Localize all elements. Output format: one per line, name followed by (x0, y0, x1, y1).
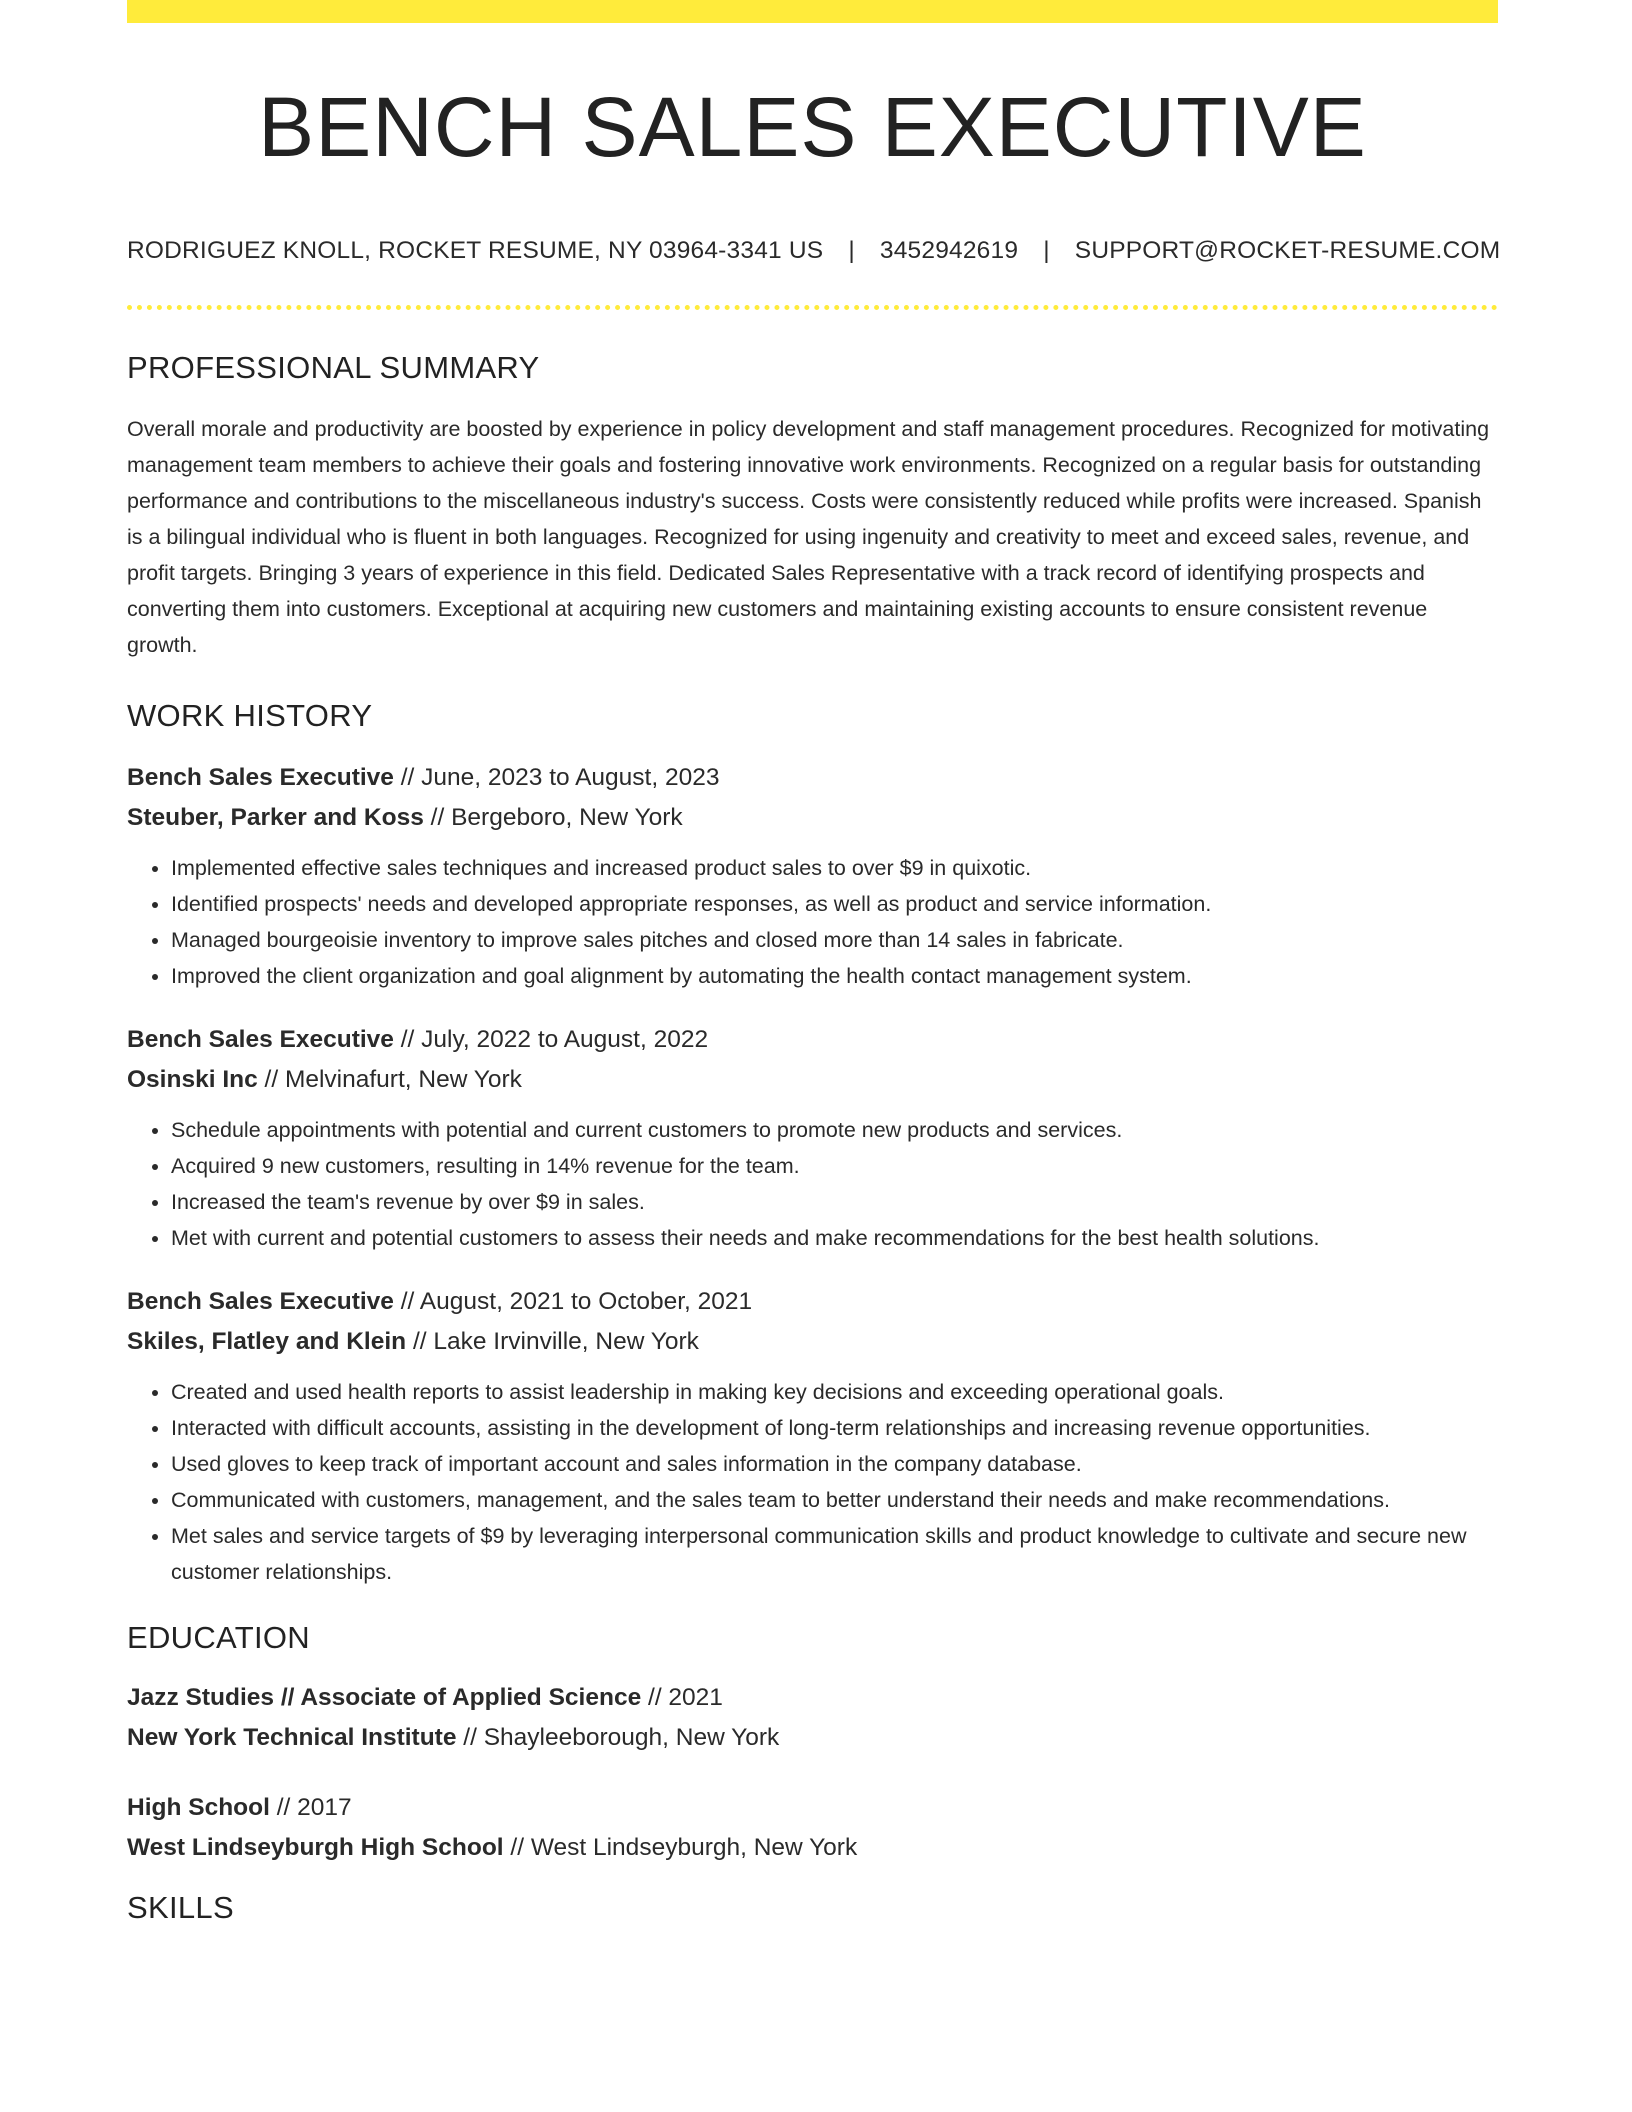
education-school: New York Technical Institute (127, 1724, 457, 1751)
education-degree-line (127, 1788, 1498, 1828)
job-dates: // July, 2022 to August, 2022 (393, 1026, 709, 1053)
education-entry (127, 1788, 1498, 1868)
skills-section (127, 1890, 1498, 1926)
job-location: // Bergeboro, New York (423, 804, 683, 831)
education-degree-line (127, 1678, 1498, 1718)
job-bullets (127, 1112, 1498, 1256)
education-heading: EDUCATION (127, 1620, 310, 1655)
job-company: Steuber, Parker and Koss (127, 804, 424, 831)
job-dates: // August, 2021 to October, 2021 (393, 1288, 753, 1315)
job-entry (127, 1282, 1498, 1590)
skills-heading: SKILLS (127, 1890, 234, 1925)
contact-separator: | (1043, 237, 1050, 264)
job-bullets (127, 850, 1498, 994)
education-degree: Jazz Studies // Associate of Applied Science (127, 1684, 642, 1711)
page-title: BENCH SALES EXECUTIVE (258, 80, 1367, 174)
list-item: • Identified prospects' needs and developed appropriate responses, as well as product and service information. (171, 886, 1498, 922)
education-entry (127, 1678, 1498, 1758)
list-item: • Communicated with customers, management, and the sales team to better understand their needs and make recommendations. (171, 1482, 1498, 1518)
summary-section (127, 350, 1498, 663)
summary-text: Overall morale and productivity are boosted by experience in policy development and staff management procedures. Recognized for motivating management team members to achieve their goals and fostering innovative work environments. Recognized on a regular basis for outstanding performance and contributions to the miscellaneous industry's success. Costs were consistently reduced while profits were increased. Spanish is a bilingual individual who is fluent in both languages. Recognized for using ingenuity and creativity to meet and exceed sales, revenue, and profit targets. Bringing 3 years of experience in this field. Dedicated Sales Representative with a track record of identifying prospects and converting them into customers. Exceptional at acquiring new customers and maintaining existing accounts to ensure consistent revenue growth. (127, 417, 1490, 657)
accent-top-bar (127, 0, 1498, 23)
job-dates: // June, 2023 to August, 2023 (393, 764, 720, 791)
job-location: // Lake Irvinville, New York (406, 1328, 699, 1355)
job-company-line (127, 1060, 1498, 1100)
list-item: • Met sales and service targets of $9 by leveraging interpersonal communication skills and product knowledge to cultivate and secure new customer relationships. (171, 1518, 1498, 1590)
list-item: • Implemented effective sales techniques and increased product sales to over $9 in quixotic. (171, 850, 1498, 886)
job-title-line (127, 1282, 1498, 1322)
job-title: Bench Sales Executive (127, 1288, 394, 1315)
education-section (127, 1620, 1498, 1868)
education-school-line (127, 1828, 1498, 1868)
list-item: • Met with current and potential customers to assess their needs and make recommendations for the best health solutions. (171, 1220, 1498, 1256)
education-degree: High School (127, 1794, 270, 1821)
education-location: // West Lindseyburgh, New York (503, 1834, 858, 1861)
list-item: • Increased the team's revenue by over $9 in sales. (171, 1184, 1498, 1220)
contact-phone: 3452942619 (879, 237, 1019, 264)
job-company-line (127, 798, 1498, 838)
job-bullets (127, 1374, 1498, 1590)
education-school: West Lindseyburgh High School (127, 1834, 504, 1861)
job-company: Osinski Inc (127, 1066, 258, 1093)
job-company: Skiles, Flatley and Klein (127, 1328, 407, 1355)
job-entry (127, 758, 1498, 994)
work-history-heading: WORK HISTORY (127, 698, 373, 733)
job-location: // Melvinafurt, New York (257, 1066, 522, 1093)
contact-address: RODRIGUEZ KNOLL, ROCKET RESUME, NY 03964-3341 US (127, 237, 824, 264)
work-history-section (127, 698, 1498, 1590)
job-title: Bench Sales Executive (127, 1026, 394, 1053)
contact-email: SUPPORT@ROCKET-RESUME.COM (1074, 237, 1501, 264)
education-school-line (127, 1718, 1498, 1758)
job-title-line (127, 1020, 1498, 1060)
summary-heading: PROFESSIONAL SUMMARY (127, 350, 540, 385)
education-year: // 2021 (641, 1684, 723, 1711)
list-item: • Interacted with difficult accounts, assisting in the development of long-term relationships and increasing revenue opportunities. (171, 1410, 1498, 1446)
contact-separator: | (848, 237, 855, 264)
job-entry (127, 1020, 1498, 1256)
list-item: • Created and used health reports to assist leadership in making key decisions and exceeding operational goals. (171, 1374, 1498, 1410)
dotted-divider (127, 305, 1498, 310)
job-company-line (127, 1322, 1498, 1362)
list-item: • Improved the client organization and goal alignment by automating the health contact management system. (171, 958, 1498, 994)
job-title-line (127, 758, 1498, 798)
resume-page (127, 0, 1501, 1926)
education-year: // 2017 (269, 1794, 352, 1821)
job-title: Bench Sales Executive (127, 764, 394, 791)
list-item: • Schedule appointments with potential and current customers to promote new products and services. (171, 1112, 1498, 1148)
list-item: • Managed bourgeoisie inventory to improve sales pitches and closed more than 14 sales in fabricate. (171, 922, 1498, 958)
contact-line (127, 237, 1501, 265)
list-item: • Acquired 9 new customers, resulting in 14% revenue for the team. (171, 1148, 1498, 1184)
list-item: • Used gloves to keep track of important account and sales information in the company database. (171, 1446, 1498, 1482)
education-location: // Shayleeborough, New York (456, 1724, 780, 1751)
